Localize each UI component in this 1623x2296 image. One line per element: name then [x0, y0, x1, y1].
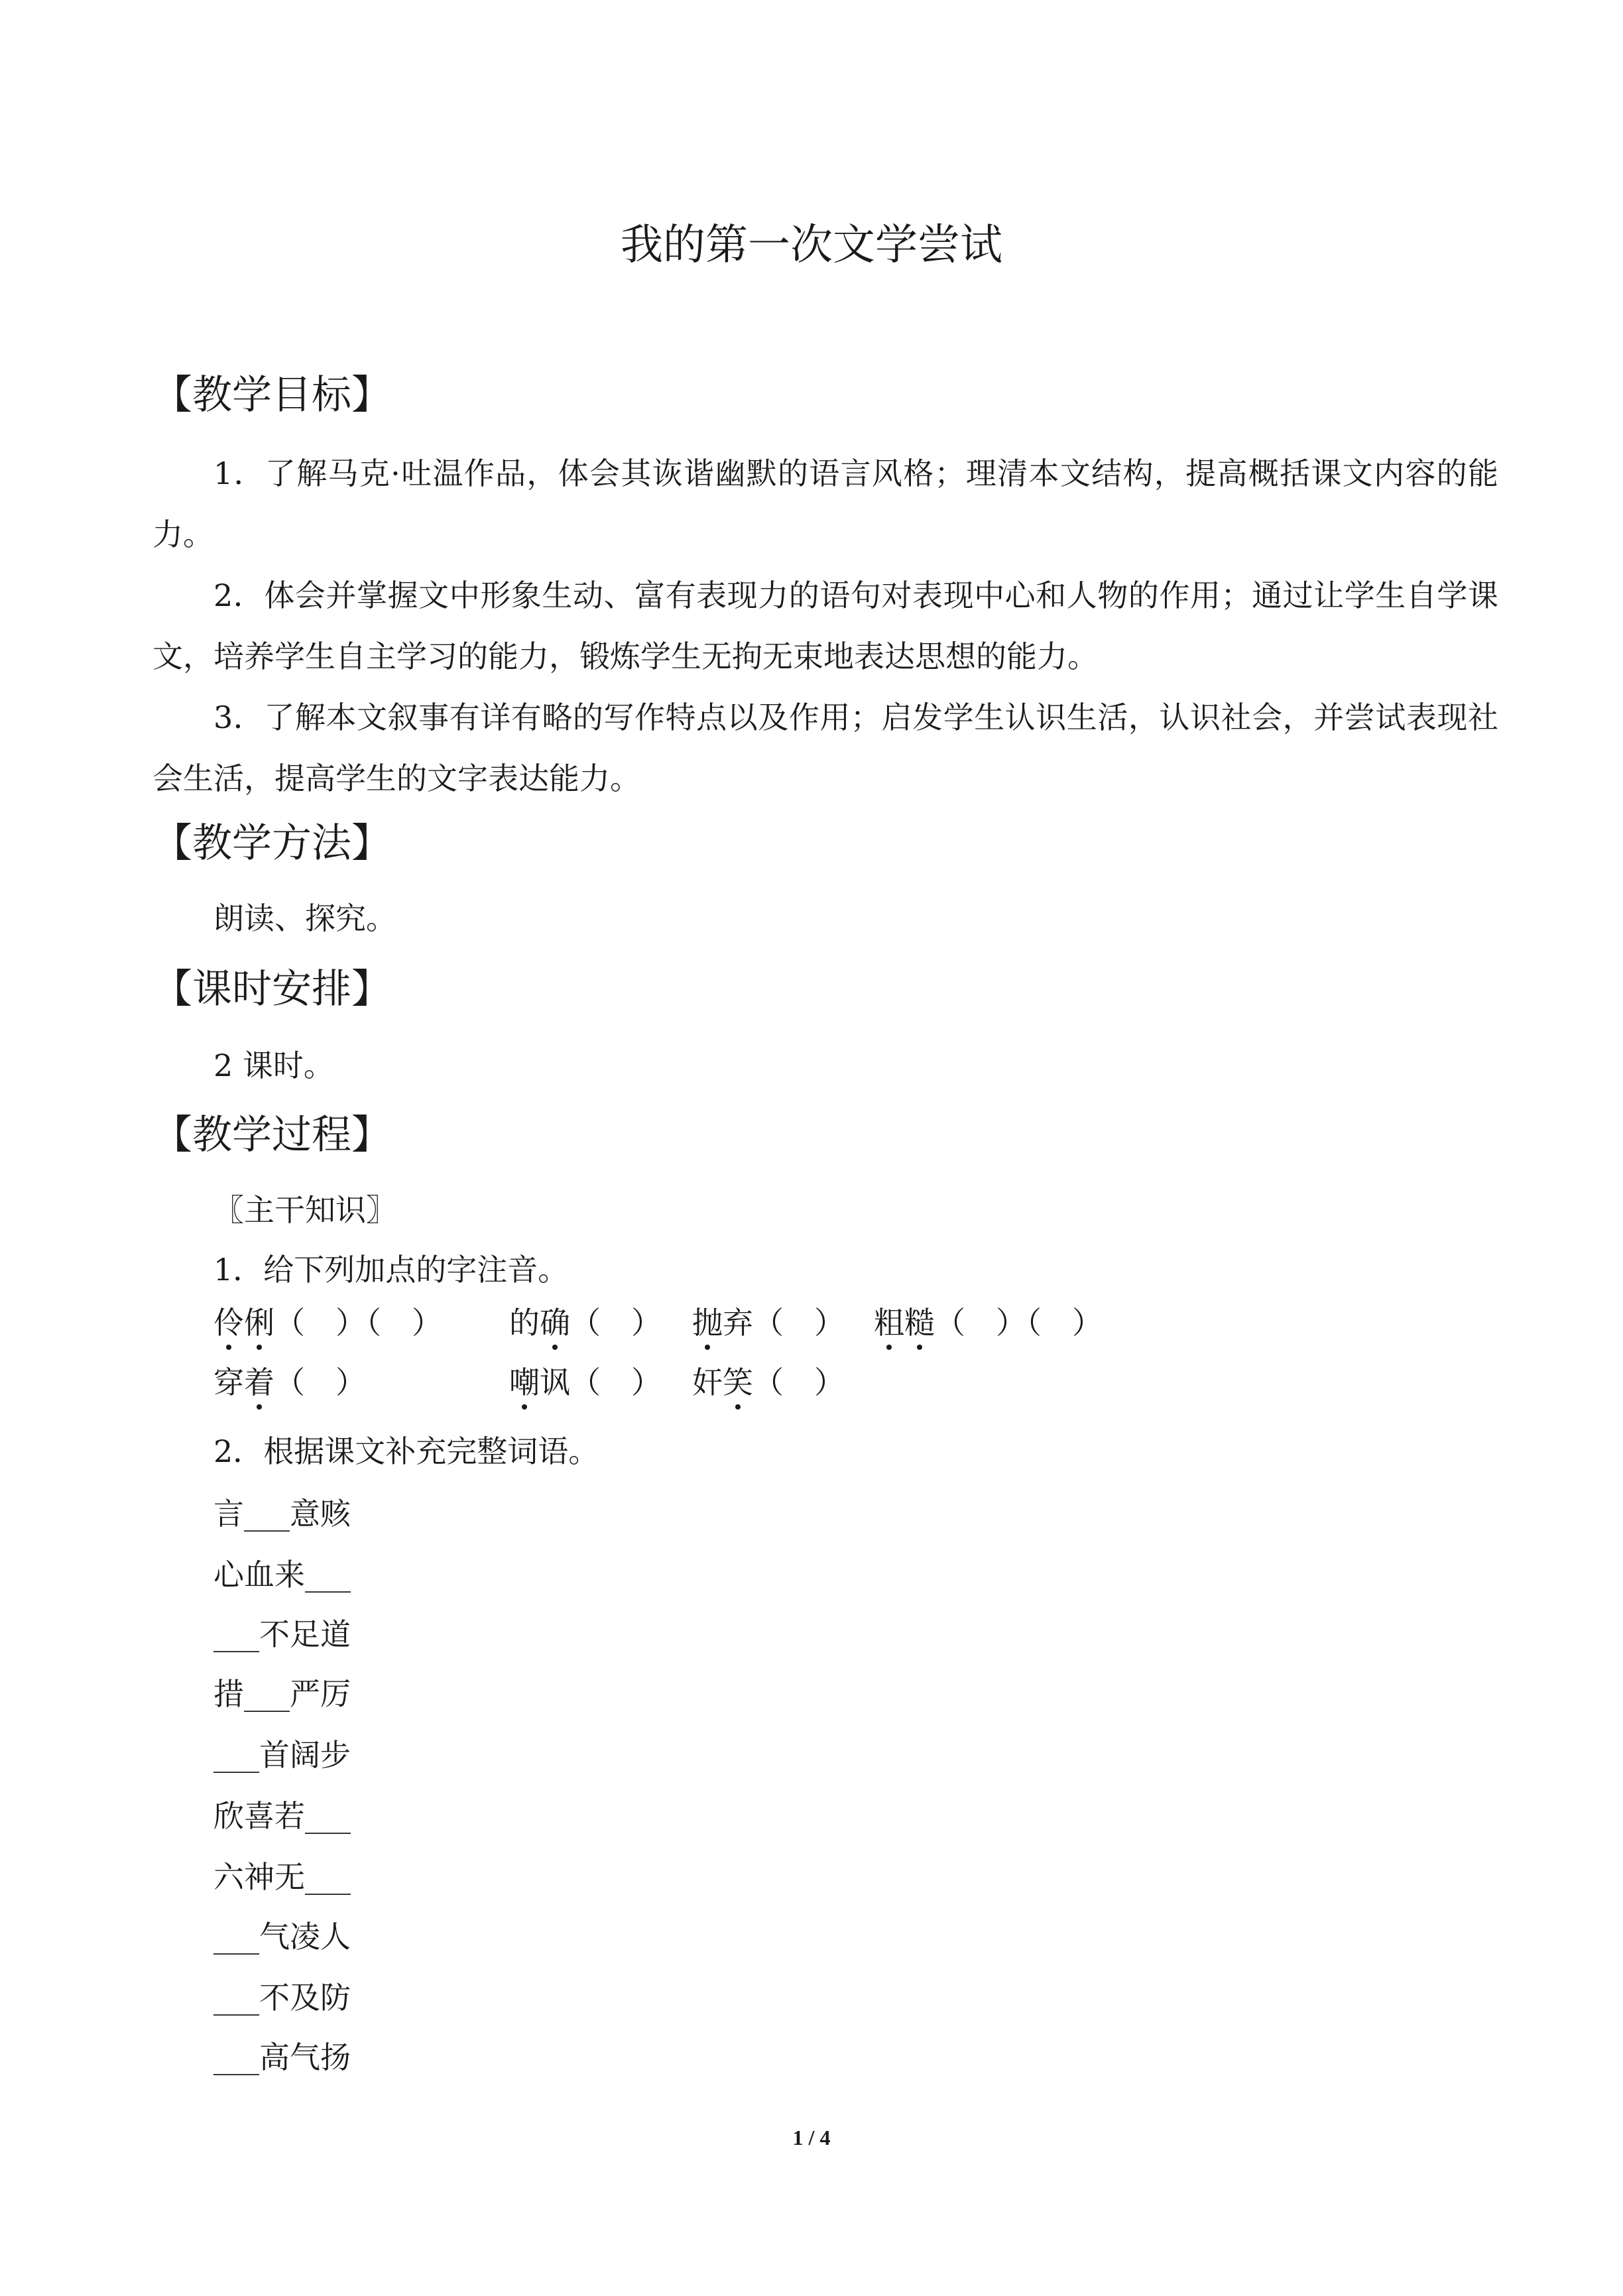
answer-blanks: （ ）: [570, 1364, 662, 1400]
idiom-item: ___气凌人: [213, 1919, 351, 1955]
objective-item-3: 3．了解本文叙事有详有略的写作特点以及作用；启发学生认识生活，认识社会，并尝试表现社会生活，提高学生的文字表达能力。: [152, 699, 1498, 796]
dotted-char: 粗: [874, 1305, 904, 1341]
answer-blanks: （ ）: [753, 1364, 845, 1400]
answer-blanks: （ ）（ ）: [935, 1305, 1103, 1341]
pinyin-item-jianxiao: [692, 1364, 845, 1400]
dotted-char: 抛: [692, 1305, 723, 1341]
dotted-char: 伶: [213, 1305, 244, 1341]
char: 的: [509, 1305, 540, 1341]
answer-blanks: （ ）: [274, 1364, 366, 1400]
pinyin-item-paoqi: [692, 1305, 845, 1341]
char: 讽: [540, 1364, 570, 1400]
pinyin-item-linli: [213, 1305, 442, 1341]
exercise2-prompt: 2．根据课文补充完整词语。: [213, 1433, 599, 1469]
document-title: 我的第一次文学尝试: [621, 221, 1002, 270]
dotted-char: 嘲: [509, 1364, 540, 1400]
idiom-item: ___首阔步: [213, 1737, 351, 1773]
dotted-char: 着: [244, 1364, 274, 1400]
char: 弃: [723, 1305, 753, 1341]
idiom-item: ___不足道: [213, 1616, 351, 1652]
heading-schedule: 【课时安排】: [152, 966, 391, 1012]
dotted-char: 确: [540, 1305, 570, 1341]
answer-blanks: （ ）: [753, 1305, 845, 1341]
page-number: 1 / 4: [792, 2126, 831, 2149]
idiom-item: ___高气扬: [213, 2039, 351, 2075]
idiom-item: 言___意赅: [213, 1496, 351, 1532]
idiom-item: 六神无___: [213, 1859, 351, 1895]
schedule-text: 2 课时。: [213, 1048, 334, 1083]
methods-text: 朗读、探究。: [213, 900, 396, 936]
pinyin-item-dique: [509, 1305, 662, 1341]
heading-methods: 【教学方法】: [152, 820, 391, 867]
char: 奸: [692, 1364, 723, 1400]
dotted-char: 笑: [723, 1364, 753, 1400]
answer-blanks: （ ）: [570, 1305, 662, 1341]
char: 穿: [213, 1364, 244, 1400]
idiom-item: ___不及防: [213, 1980, 351, 2016]
dotted-char: 糙: [904, 1305, 935, 1341]
pinyin-item-cucao: [874, 1305, 1103, 1341]
answer-blanks: （ ）（ ）: [274, 1305, 442, 1341]
idiom-item: 心血来___: [213, 1557, 351, 1593]
subheading-main-knowledge: 〖主干知识〗: [213, 1192, 396, 1228]
exercise1-prompt: 1．给下列加点的字注音。: [213, 1252, 569, 1288]
idiom-item: 欣喜若___: [213, 1798, 351, 1834]
objective-item-2: 2．体会并掌握文中形象生动、富有表现力的语句对表现中心和人物的作用；通过让学生自学课文，培养学生自主学习的能力，锻炼学生无拘无束地表达思想的能力。: [152, 577, 1498, 674]
heading-objectives: 【教学目标】: [152, 372, 391, 418]
objective-item-1: 1．了解马克·吐温作品，体会其诙谐幽默的语言风格；理清本文结构，提高概括课文内容的能力。: [152, 455, 1498, 552]
heading-process: 【教学过程】: [152, 1112, 391, 1158]
pinyin-item-chaofeng: [509, 1364, 662, 1400]
dotted-char: 俐: [244, 1305, 274, 1341]
pinyin-item-chuanzhuo: [213, 1364, 366, 1400]
idiom-item: 措___严厉: [213, 1676, 351, 1712]
